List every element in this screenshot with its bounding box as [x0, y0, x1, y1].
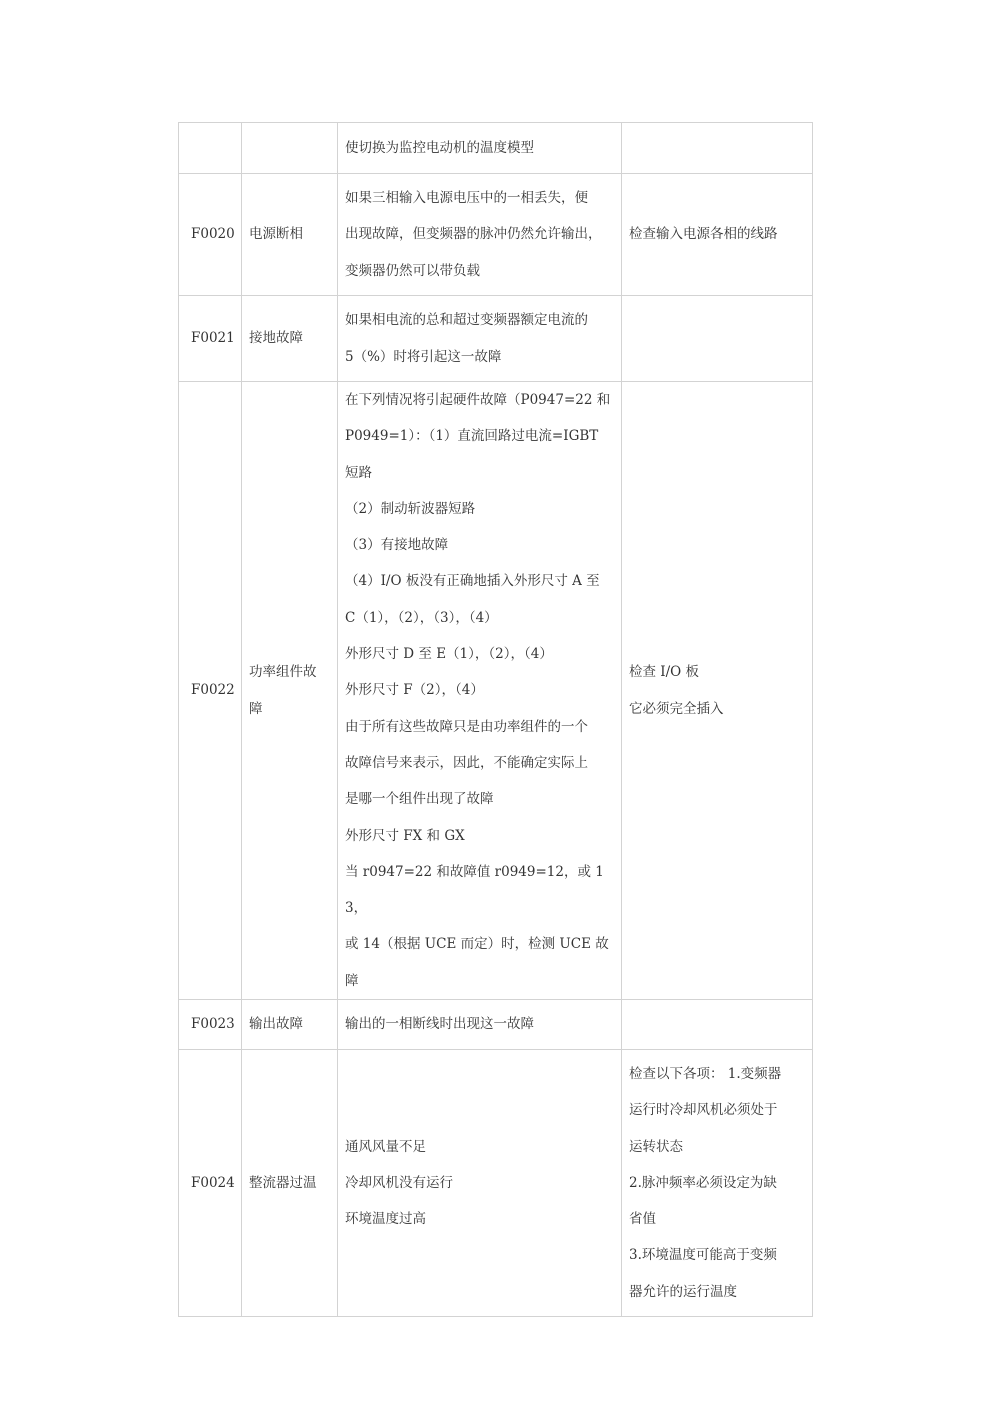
fault-name-line: 功率组件故: [249, 664, 317, 681]
fault-cause-line: 如果相电流的总和超过变频器额定电流的: [345, 312, 588, 329]
fault-remedy-line: 运转状态: [629, 1138, 683, 1155]
fault-cause-line: 在下列情况将引起硬件故障（P0947=22 和: [345, 392, 611, 408]
fault-cause-line: 短路: [345, 464, 372, 481]
fault-cause-line: （2）制动斩波器短路: [345, 500, 476, 517]
fault-cause-line: 或 14（根据 UCE 而定）时，检测 UCE 故障: [345, 936, 609, 989]
fault-name-cell: [242, 296, 338, 382]
fault-remedy-cell: [622, 1000, 813, 1050]
fault-name-cell: [242, 382, 338, 1000]
table-row: [179, 123, 813, 174]
fault-cause-line: 使切换为监控电动机的温度模型: [345, 139, 534, 156]
table-row: [179, 296, 813, 382]
fault-name-line: 输出故障: [249, 1016, 303, 1033]
fault-name-cell: [242, 1000, 338, 1050]
fault-code-cell: [179, 1000, 242, 1050]
fault-name-line: 障: [249, 700, 263, 717]
fault-cause-cell: [338, 382, 622, 1000]
fault-cause-line: C（1），（2），（3），（4）: [345, 609, 498, 626]
fault-cause-cell: [338, 123, 622, 174]
fault-remedy-line: 它必须完全插入: [629, 700, 724, 717]
fault-cause-line: 环境温度过高: [345, 1211, 426, 1228]
fault-remedy-line: 省值: [629, 1211, 656, 1228]
table-row: [179, 174, 813, 296]
fault-cause-line: 外形尺寸 F（2），（4）: [345, 682, 484, 699]
fault-remedy-line: 检查以下各项： 1.变频器: [629, 1066, 782, 1082]
fault-remedy-line: 器允许的运行温度: [629, 1283, 737, 1300]
fault-cause-line: （4）I/O 板没有正确地插入外形尺寸 A 至: [345, 573, 600, 590]
fault-remedy-line: 检查输入电源各相的线路: [629, 226, 778, 243]
fault-cause-line: P0949=1）：（1）直流回路过电流=IGBT: [345, 428, 599, 445]
fault-code-cell: [179, 123, 242, 174]
fault-table-body: [179, 123, 813, 1317]
fault-name-cell: [242, 123, 338, 174]
table-row: [179, 382, 813, 1000]
fault-cause-cell: [338, 296, 622, 382]
fault-code: F0021: [191, 330, 235, 347]
fault-remedy-cell: [622, 1050, 813, 1317]
fault-cause-line: 故障信号来表示，因此，不能确定实际上: [345, 754, 588, 771]
fault-remedy-cell: [622, 296, 813, 382]
fault-name-line: 接地故障: [249, 330, 303, 347]
fault-cause-line: 由于所有这些故障只是由功率组件的一个: [345, 718, 588, 735]
fault-name-line: 整流器过温: [249, 1174, 317, 1191]
fault-cause-line: 通风风量不足: [345, 1138, 426, 1155]
fault-remedy-line: 2.脉冲频率必须设定为缺: [629, 1174, 777, 1191]
fault-remedy-line: 运行时冷却风机必须处于: [629, 1102, 778, 1119]
fault-code: F0023: [191, 1016, 235, 1033]
fault-cause-cell: [338, 1050, 622, 1317]
fault-cause-cell: [338, 174, 622, 296]
fault-remedy-cell: [622, 174, 813, 296]
fault-remedy-cell: [622, 123, 813, 174]
fault-cause-line: 变频器仍然可以带负载: [345, 262, 480, 279]
fault-cause-line: 5（%）时将引起这一故障: [345, 348, 502, 365]
fault-cause-line: 输出的一相断线时出现这一故障: [345, 1016, 534, 1033]
fault-remedy-line: 检查 I/O 板: [629, 664, 700, 681]
fault-code-cell: [179, 1050, 242, 1317]
fault-code: F0022: [191, 682, 235, 699]
fault-cause-line: 当 r0947=22 和故障值 r0949=12，或 13，: [345, 863, 604, 917]
fault-name-line: 电源断相: [249, 226, 303, 243]
fault-code-cell: [179, 174, 242, 296]
fault-code: F0024: [191, 1174, 235, 1191]
fault-cause-cell: [338, 1000, 622, 1050]
fault-remedy-cell: [622, 382, 813, 1000]
fault-cause-line: 是哪一个组件出现了故障: [345, 791, 494, 808]
fault-cause-line: 如果三相输入电源电压中的一相丢失，便: [345, 190, 588, 207]
fault-cause-line: 出现故障，但变频器的脉冲仍然允许输出，: [345, 226, 602, 243]
fault-table: [178, 122, 813, 1317]
table-row: [179, 1000, 813, 1050]
fault-remedy-line: 3.环境温度可能高于变频: [629, 1247, 777, 1264]
fault-cause-line: 外形尺寸 FX 和 GX: [345, 827, 465, 844]
fault-cause-line: （3）有接地故障: [345, 537, 449, 554]
fault-code-cell: [179, 296, 242, 382]
fault-name-cell: [242, 1050, 338, 1317]
fault-code: F0020: [191, 226, 235, 243]
fault-name-cell: [242, 174, 338, 296]
fault-cause-line: 外形尺寸 D 至 E（1），（2），（4）: [345, 646, 553, 663]
table-row: [179, 1050, 813, 1317]
fault-cause-line: 冷却风机没有运行: [345, 1174, 453, 1191]
fault-code-cell: [179, 382, 242, 1000]
